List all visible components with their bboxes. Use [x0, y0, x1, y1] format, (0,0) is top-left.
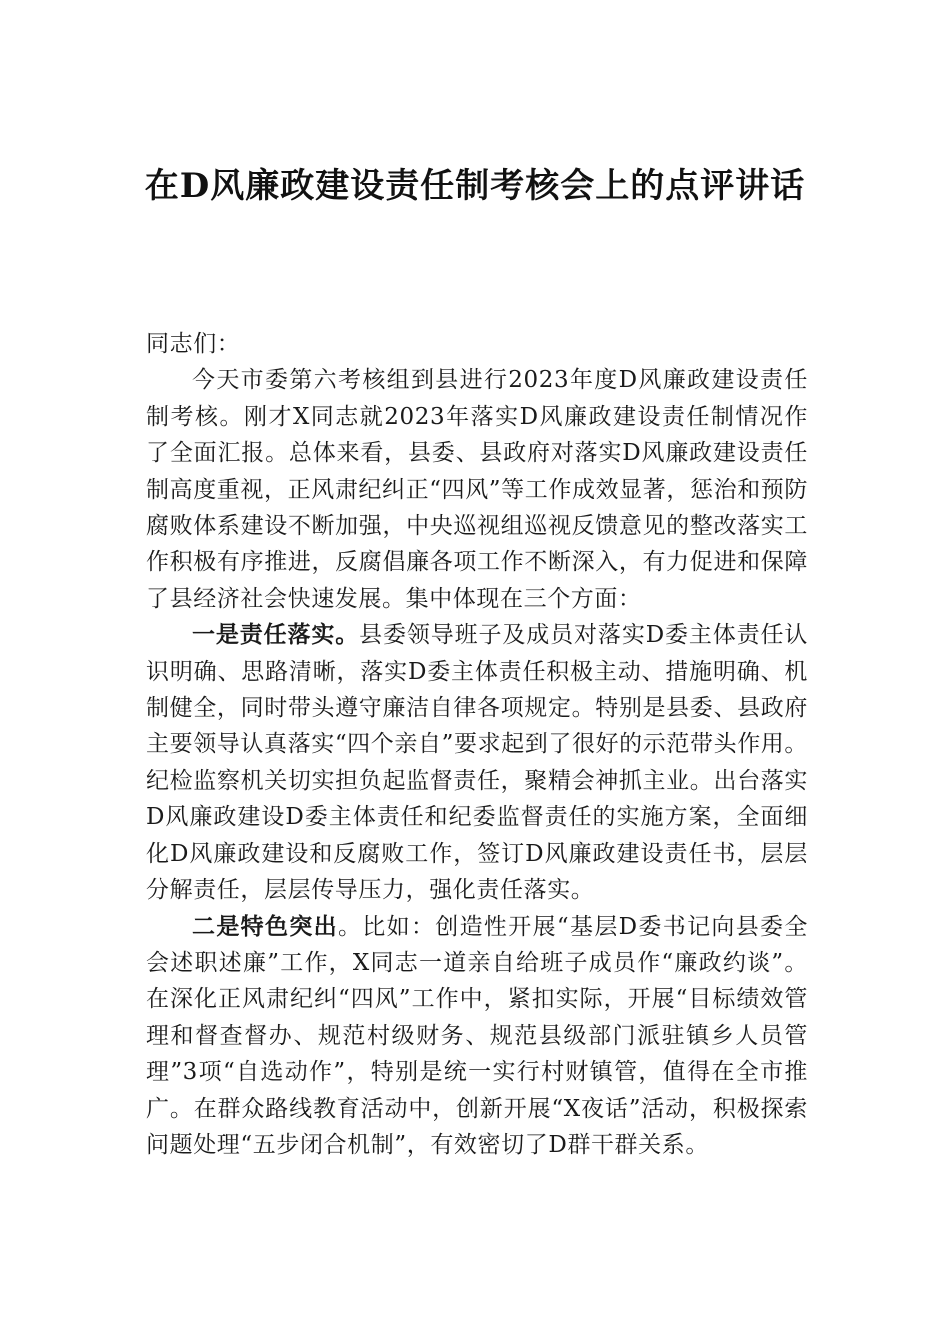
paragraph-lead-heading: 二是特色突出	[192, 912, 338, 940]
paragraph-intro	[146, 362, 808, 617]
paragraph-responsibility	[146, 617, 808, 908]
document-title: 在D风廉政建设责任制考核会上的点评讲话	[144, 166, 806, 206]
paragraph-features	[146, 909, 808, 1164]
document-body	[146, 326, 808, 1163]
paragraph-text: 。比如：创造性开展“基层D委书记向县委全会述职述廉”工作，X同志一道亲自给班子成员作“廉政约谈”。在深化正风肃纪纠“四风”工作中，紧扣实际，开展“目标绩效管理和督查督办、规范村级财务、规范县级部门派驻镇乡人员管理”3项“自选动作”，特别是统一实行村财镇管，值得在全市推广。在群众路线教育活动中，创新开展“X夜话”活动，积极探索问题处理“五步闭合机制”，有效密切了D群干群关系。	[146, 913, 808, 1158]
paragraph-text: 县委领导班子及成员对落实D委主体责任认识明确、思路清晰，落实D委主体责任积极主动、措施明确、机制健全，同时带头遵守廉洁自律各项规定。特别是县委、县政府主要领导认真落实“四个亲自”要求起到了很好的示范带头作用。纪检监察机关切实担负起监督责任，聚精会神抓主业。出台落实D风廉政建设D委主体责任和纪委监督责任的实施方案，全面细化D风廉政建设和反腐败工作，签订D风廉政建设责任书，层层分解责任，层层传导压力，强化责任落实。	[146, 622, 809, 904]
paragraph-text: 今天市委第六考核组到县进行2023年度D风廉政建设责任制考核。刚才X同志就2023年落实D风廉政建设责任制情况作了全面汇报。总体来看，县委、县政府对落实D风廉政建设责任制高度重视，正风肃纪纠正“四风”等工作成效显著，惩治和预防腐败体系建设不断加强，中央巡视组巡视反馈意见的整改落实工作积极有序推进，反腐倡廉各项工作不断深入，有力促进和保障了县经济社会快速发展。集中体现在三个方面：	[146, 367, 808, 612]
paragraph-lead-heading: 一是责任落实。	[192, 621, 360, 649]
salutation: 同志们：	[146, 331, 241, 357]
